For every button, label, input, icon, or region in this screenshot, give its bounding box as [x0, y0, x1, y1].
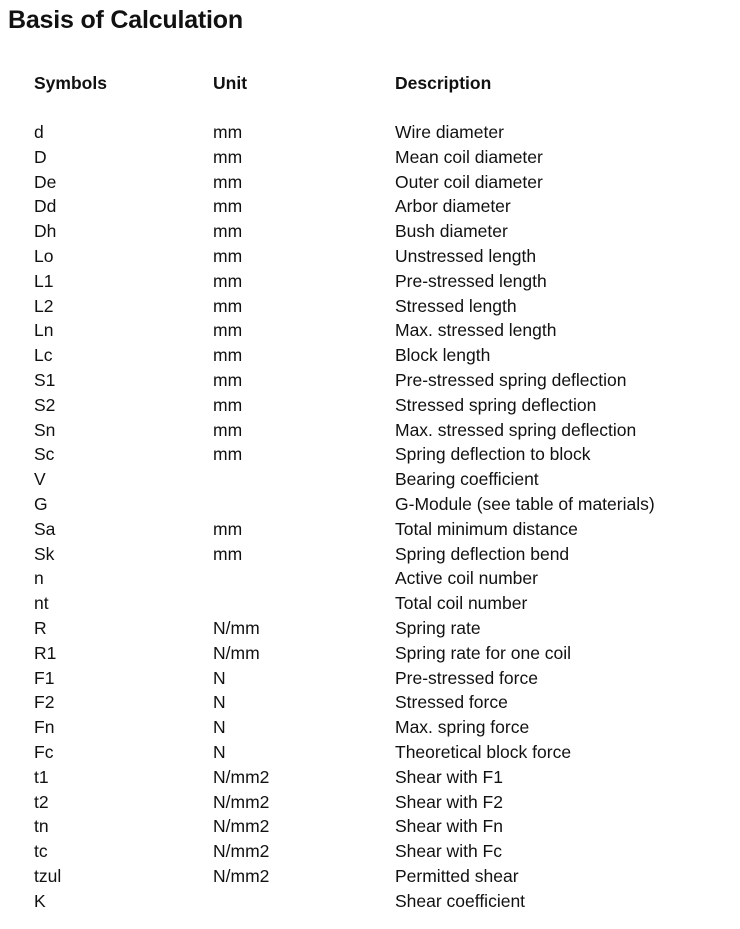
unit-cell: N/mm2: [213, 841, 270, 862]
table-row: [0, 219, 740, 244]
unit-cell: N/mm: [213, 617, 260, 638]
unit-cell: mm: [213, 345, 243, 366]
description-cell: Spring rate: [395, 617, 481, 638]
unit-cell: mm: [213, 196, 243, 217]
table-row: [0, 839, 740, 864]
unit-cell: N/mm: [213, 642, 260, 663]
description-cell: Spring deflection bend: [395, 543, 570, 564]
table-row: [0, 170, 740, 195]
description-cell: G-Module (see table of materials): [395, 493, 655, 514]
unit-cell: N/mm2: [213, 791, 270, 812]
symbol-cell: tn: [34, 816, 49, 837]
table-row: [0, 616, 740, 641]
description-cell: Bush diameter: [395, 221, 508, 242]
table-row: [0, 120, 740, 145]
symbol-cell: L1: [34, 270, 54, 291]
table-row: [0, 343, 740, 368]
description-cell: Spring rate for one coil: [395, 642, 572, 663]
symbol-cell: S2: [34, 394, 56, 415]
unit-cell: mm: [213, 171, 243, 192]
description-cell: Pre-stressed length: [395, 270, 547, 291]
table-row: [0, 715, 740, 740]
description-cell: Shear with Fn: [395, 816, 503, 837]
table-row: [0, 517, 740, 542]
table-row: [0, 318, 740, 343]
description-cell: Mean coil diameter: [395, 146, 543, 167]
table-row: [0, 542, 740, 567]
unit-cell: mm: [213, 369, 243, 390]
description-cell: Total minimum distance: [395, 518, 578, 539]
description-cell: Wire diameter: [395, 122, 504, 142]
unit-cell: mm: [213, 295, 243, 316]
symbol-cell: R1: [34, 642, 57, 663]
unit-cell: mm: [213, 394, 243, 415]
table-row: [0, 467, 740, 492]
description-cell: Shear with Fc: [395, 841, 502, 862]
column-header-unit: Unit: [213, 73, 248, 93]
unit-cell: N: [213, 741, 226, 762]
unit-cell: N: [213, 692, 226, 713]
table-row: [0, 740, 740, 765]
symbol-cell: R: [34, 617, 47, 638]
symbol-cell: tc: [34, 841, 48, 862]
description-cell: Stressed length: [395, 295, 517, 316]
symbol-cell: Lc: [34, 345, 53, 366]
table-row: [0, 244, 740, 269]
description-cell: Theoretical block force: [395, 741, 572, 762]
symbol-cell: tzul: [34, 865, 62, 886]
description-cell: Bearing coefficient: [395, 469, 539, 490]
table-row: [0, 790, 740, 815]
table-row: [0, 690, 740, 715]
description-cell: Max. stressed length: [395, 320, 557, 341]
description-cell: Max. stressed spring deflection: [395, 419, 637, 440]
symbol-cell: Sc: [34, 444, 55, 465]
description-cell: Block length: [395, 345, 491, 366]
table-row: [0, 566, 740, 591]
symbol-cell: F2: [34, 692, 55, 713]
description-cell: Permitted shear: [395, 865, 519, 886]
symbol-cell: V: [34, 469, 46, 490]
table-row: [0, 666, 740, 691]
unit-cell: N/mm2: [213, 865, 270, 886]
unit-cell: N/mm2: [213, 766, 270, 787]
unit-cell: mm: [213, 543, 243, 564]
description-cell: Stressed force: [395, 692, 508, 713]
description-cell: Outer coil diameter: [395, 171, 543, 192]
symbol-cell: G: [34, 493, 48, 514]
description-cell: Pre-stressed force: [395, 667, 538, 688]
description-cell: Pre-stressed spring deflection: [395, 369, 627, 390]
symbol-cell: d: [34, 122, 44, 142]
table-row: [0, 294, 740, 319]
description-cell: Shear with F2: [395, 791, 503, 812]
unit-cell: mm: [213, 320, 243, 341]
symbol-cell: D: [34, 146, 47, 167]
symbol-cell: Sk: [34, 543, 55, 564]
description-cell: Total coil number: [395, 593, 528, 614]
description-cell: Stressed spring deflection: [395, 394, 597, 415]
table-row: [0, 492, 740, 517]
unit-cell: N: [213, 667, 226, 688]
description-cell: Active coil number: [395, 568, 538, 589]
symbols-table: [0, 120, 740, 914]
unit-cell: mm: [213, 419, 243, 440]
symbol-cell: K: [34, 890, 46, 911]
symbol-cell: Dd: [34, 196, 57, 217]
table-row: [0, 194, 740, 219]
unit-cell: mm: [213, 444, 243, 465]
symbol-cell: Fn: [34, 717, 55, 738]
description-cell: Shear coefficient: [395, 890, 526, 911]
description-cell: Arbor diameter: [395, 196, 511, 217]
unit-cell: mm: [213, 122, 243, 142]
table-row: [0, 418, 740, 443]
unit-cell: mm: [213, 146, 243, 167]
symbol-cell: t2: [34, 791, 49, 812]
table-row: [0, 393, 740, 418]
table-row: [0, 641, 740, 666]
column-header-symbols: Symbols: [34, 73, 107, 93]
table-row: [0, 269, 740, 294]
table-row: [0, 889, 740, 914]
symbol-cell: S1: [34, 369, 56, 390]
unit-cell: N: [213, 717, 226, 738]
table-row: [0, 765, 740, 790]
table-row: [0, 442, 740, 467]
symbol-cell: Fc: [34, 741, 54, 762]
column-header-description: Description: [395, 73, 492, 93]
description-cell: Max. spring force: [395, 717, 530, 738]
symbol-cell: nt: [34, 593, 49, 614]
table-row: [0, 368, 740, 393]
symbol-cell: Lo: [34, 245, 54, 266]
symbol-cell: n: [34, 568, 44, 589]
table-row: [0, 864, 740, 889]
symbol-cell: Dh: [34, 221, 57, 242]
table-row: [0, 814, 740, 839]
symbol-cell: F1: [34, 667, 55, 688]
table-row: [0, 591, 740, 616]
unit-cell: mm: [213, 245, 243, 266]
table-row: [0, 145, 740, 170]
symbol-cell: Sa: [34, 518, 56, 539]
unit-cell: mm: [213, 221, 243, 242]
page-title: Basis of Calculation: [8, 6, 243, 34]
symbol-cell: De: [34, 171, 57, 192]
unit-cell: N/mm2: [213, 816, 270, 837]
description-cell: Spring deflection to block: [395, 444, 591, 465]
symbol-cell: Sn: [34, 419, 56, 440]
unit-cell: mm: [213, 518, 243, 539]
table-header: [0, 73, 740, 95]
description-cell: Unstressed length: [395, 245, 537, 266]
symbol-cell: Ln: [34, 320, 54, 341]
symbol-cell: L2: [34, 295, 54, 316]
description-cell: Shear with F1: [395, 766, 503, 787]
unit-cell: mm: [213, 270, 243, 291]
symbol-cell: t1: [34, 766, 49, 787]
